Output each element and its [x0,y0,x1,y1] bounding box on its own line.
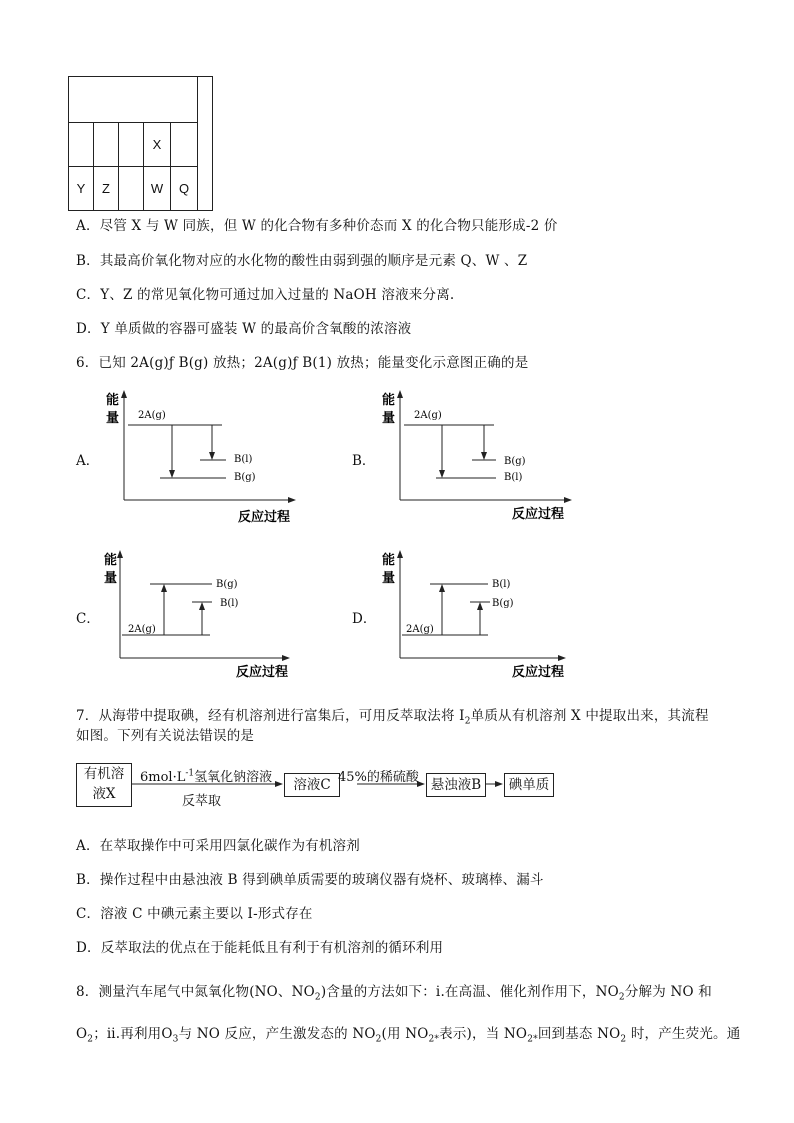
table-side-cell [198,77,213,211]
xlabel: 反应过程 [236,665,289,680]
reactant-label: 2A(g) [406,624,434,635]
energy-diagram-d [376,546,586,686]
flow-box-organic-solvent: 有机溶 液X [76,763,132,807]
diagram-d-label: D． [352,611,377,627]
xlabel: 反应过程 [238,510,291,525]
q6-stem: 6．已知 2A(g)ƒ B(g) 放热；2A(g)ƒ B(1) 放热；能量变化示意图正确的是 [76,355,529,371]
table-cell-q: Q [171,167,198,211]
q5-option-c: C．Y、Z 的常见氧化物可通过加入过量的 NaOH 溶液来分离. [76,287,455,303]
q8-line1: 8．测量汽车尾气中氮氧化物(NO、$NO_2$)含量的方法如下：ⅰ.在高温、催化剂作用下，$NO_2$分解为 NO 和 [76,984,712,1003]
table-cell [119,167,144,211]
energy-diagram-b [376,388,586,528]
flow-arrow1-reagent: $6mol\cdot L^{-1}$氢氧化钠溶液 [140,768,273,785]
table-cell-x: X [144,123,171,167]
ylabel-2: 量 [106,411,120,426]
ylabel-2: 量 [104,571,118,586]
q8-line2: $O_2$；ⅱ.再利用$O_3$与 NO 反应，产生激发态的 $NO_2$(用 $NO_{2*}$表示)，当 $NO_{2*}$回到基态 $NO_2$ 时，产生荧光。通 [76,1026,741,1045]
q7-stem-line1: 7．从海带中提取碘，经有机溶剂进行富集后，可用反萃取法将 $I_2$单质从有机溶剂 X 中提取出来，其流程 [76,708,709,727]
xlabel: 反应过程 [512,665,565,680]
table-cell [94,123,119,167]
energy-diagram-a [100,388,310,528]
ylabel-1: 能 [382,393,396,408]
q7-stem-line2: 如图。下列有关说法错误的是 [76,728,255,744]
q7-option-a: A．在萃取操作中可采用四氯化碳作为有机溶剂 [76,838,360,854]
ylabel-2: 量 [382,571,396,586]
ylabel-2: 量 [382,411,396,426]
q7-option-c: C．溶液 C 中碘元素主要以 I-形式存在 [76,906,313,922]
diagram-b-label: B． [352,453,376,469]
reactant-label: 2A(g) [414,410,442,421]
ylabel-1: 能 [106,393,120,408]
q5-option-a: A．尽管 X 与 W 同族，但 W 的化合物有多种价态而 X 的化合物只能形成-2 价 [76,218,558,234]
ylabel-1: 能 [104,553,118,568]
flow-box-solution-c: 溶液C [284,773,340,797]
table-cell-z: Z [94,167,119,211]
q5-option-b: B．其最高价氧化物对应的水化物的酸性由弱到强的顺序是元素 Q、W 、Z [76,253,528,269]
flow-arrow1-process: 反萃取 [182,794,222,809]
q7-option-b: B．操作过程中由悬浊液 B 得到碘单质需要的玻璃仪器有烧杯、玻璃棒、漏斗 [76,872,544,888]
table-cell [119,123,144,167]
table-cell [171,123,198,167]
table-cell [69,123,94,167]
q7-option-d: D．反萃取法的优点在于能耗低且有利于有机溶剂的循环利用 [76,940,444,956]
xlabel: 反应过程 [512,507,565,522]
flow-arrow2-reagent: 45%的稀硫酸 [338,770,419,785]
product-bg: B(g) [504,456,526,467]
table-top-cell [69,77,198,123]
diagram-c-label: C． [76,611,100,627]
flow-box-suspension-b: 悬浊液B [426,773,486,797]
product-bg: B(g) [234,472,256,483]
product-bg: B(g) [492,598,514,609]
product-bl: B(l) [492,579,511,590]
product-bl: B(l) [504,472,523,483]
reactant-label: 2A(g) [138,410,166,421]
table-cell-y: Y [69,167,94,211]
product-bg: B(g) [216,579,238,590]
table-cell-w: W [144,167,171,211]
energy-diagram-c [100,546,310,686]
reactant-label: 2A(g) [128,624,156,635]
product-bl: B(l) [234,454,253,465]
diagram-a-label: A． [76,453,100,469]
periodic-table-fragment [68,76,213,211]
q5-option-d: D．Y 单质做的容器可盛装 W 的最高价含氧酸的浓溶液 [76,321,412,337]
product-bl: B(l) [220,598,239,609]
ylabel-1: 能 [382,553,396,568]
flow-box-iodine: 碘单质 [504,773,554,797]
